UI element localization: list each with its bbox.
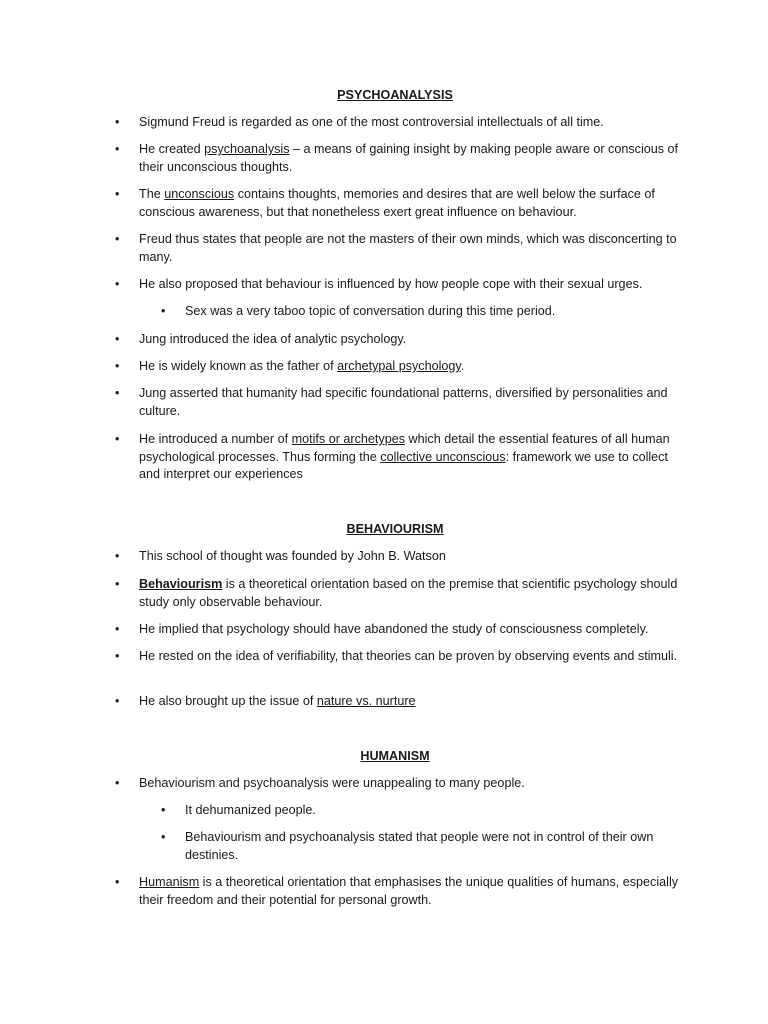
bullet: • xyxy=(115,386,120,400)
list-item xyxy=(115,114,679,132)
item-text-post: is a theoretical orientation that emphasises the unique qualities of humans, especially their freedom and their potential for personal growth. xyxy=(139,875,679,907)
bullet: • xyxy=(115,577,120,591)
bullet: • xyxy=(115,277,120,291)
list-item xyxy=(115,775,679,793)
item-text-pre: The xyxy=(139,187,165,201)
item-text: Sex was a very taboo topic of conversation during this time period. xyxy=(185,304,556,318)
list-item xyxy=(115,385,679,420)
term-collective-unconscious: collective unconscious xyxy=(380,449,506,464)
item-text-post: : framework we use to collect and interpret our experiences xyxy=(139,449,668,481)
item-text-pre: He introduced a number of xyxy=(139,432,292,446)
section-heading-behaviourism: BEHAVIOURISM xyxy=(346,522,444,536)
bullet: • xyxy=(115,332,120,346)
item-text: Behaviourism and psychoanalysis stated that people were not in control of their own destinies. xyxy=(185,830,654,862)
bullet: • xyxy=(161,304,166,318)
list-item xyxy=(115,621,679,639)
list-item xyxy=(115,576,679,611)
bullet: • xyxy=(115,359,120,373)
bullet: • xyxy=(115,187,120,201)
item-text: Jung asserted that humanity had specific foundational patterns, diversified by personalities and culture. xyxy=(139,386,668,418)
item-text: It dehumanized people. xyxy=(185,803,316,817)
item-text: This school of thought was founded by John B. Watson xyxy=(139,549,446,563)
list-item xyxy=(115,874,679,909)
sub-list-item xyxy=(161,802,675,820)
item-text: He implied that psychology should have abandoned the study of consciousness completely. xyxy=(139,622,649,636)
sub-list-item xyxy=(161,303,675,321)
list-item xyxy=(115,431,679,484)
item-text-post: contains thoughts, memories and desires that are well below the surface of conscious awareness, but that nonetheless exert great influence on behaviour. xyxy=(139,187,655,219)
section-heading-humanism: HUMANISM xyxy=(360,749,430,763)
term-behaviourism: Behaviourism xyxy=(139,577,223,591)
term-motifs-or-archetypes: motifs or archetypes xyxy=(291,432,406,446)
item-text: Freud thus states that people are not the masters of their own minds, which was disconcerting to many. xyxy=(139,232,677,264)
bullet: • xyxy=(161,830,166,844)
term-unconscious: unconscious xyxy=(164,187,235,201)
bullet: • xyxy=(115,142,120,156)
list-item xyxy=(115,548,679,566)
list-item xyxy=(115,276,679,294)
list-item xyxy=(115,141,679,176)
bullet: • xyxy=(115,622,120,636)
bullet: • xyxy=(115,649,120,663)
list-item xyxy=(115,358,679,376)
bullet: • xyxy=(115,115,120,129)
list-item xyxy=(115,648,679,666)
term-humanism: Humanism xyxy=(139,875,200,889)
item-text: He rested on the idea of verifiability, that theories can be proven by observing events and stimuli. xyxy=(139,649,678,663)
sub-list-item xyxy=(161,829,675,864)
bullet: • xyxy=(115,776,120,790)
list-item xyxy=(115,186,679,221)
bullet: • xyxy=(115,875,120,889)
list-item xyxy=(115,693,679,711)
item-text-post: . xyxy=(460,359,465,373)
bullet: • xyxy=(115,694,120,708)
item-text: Sigmund Freud is regarded as one of the most controversial intellectuals of all time. xyxy=(139,115,604,129)
bullet: • xyxy=(115,232,120,246)
term-nature-vs-nurture: nature vs. nurture xyxy=(316,694,416,708)
bullet: • xyxy=(115,432,120,446)
item-text: Behaviourism and psychoanalysis were unappealing to many people. xyxy=(139,776,525,790)
item-text-pre: He created xyxy=(139,142,205,156)
item-text-mid: which detail the essential features of all human psychological processes. Thus forming the xyxy=(139,432,670,464)
item-text-post: is a theoretical orientation based on the premise that scientific psychology should study only observable behaviour. xyxy=(139,577,678,609)
list-item xyxy=(115,231,679,266)
item-text-post: – a means of gaining insight by making people aware or conscious of their unconscious thoughts. xyxy=(139,142,679,174)
bullet: • xyxy=(115,549,120,563)
item-text-pre: He is widely known as the father of xyxy=(139,359,338,373)
item-text: He also proposed that behaviour is influenced by how people cope with their sexual urges. xyxy=(139,277,643,291)
item-text-pre: He also brought up the issue of xyxy=(139,694,317,708)
term-psychoanalysis: psychoanalysis xyxy=(204,142,290,156)
term-archetypal-psychology: archetypal psychology xyxy=(337,359,461,373)
section-heading-psychoanalysis: PSYCHOANALYSIS xyxy=(337,88,453,102)
bullet: • xyxy=(161,803,166,817)
item-text: Jung introduced the idea of analytic psychology. xyxy=(139,332,407,346)
list-item xyxy=(115,331,679,349)
